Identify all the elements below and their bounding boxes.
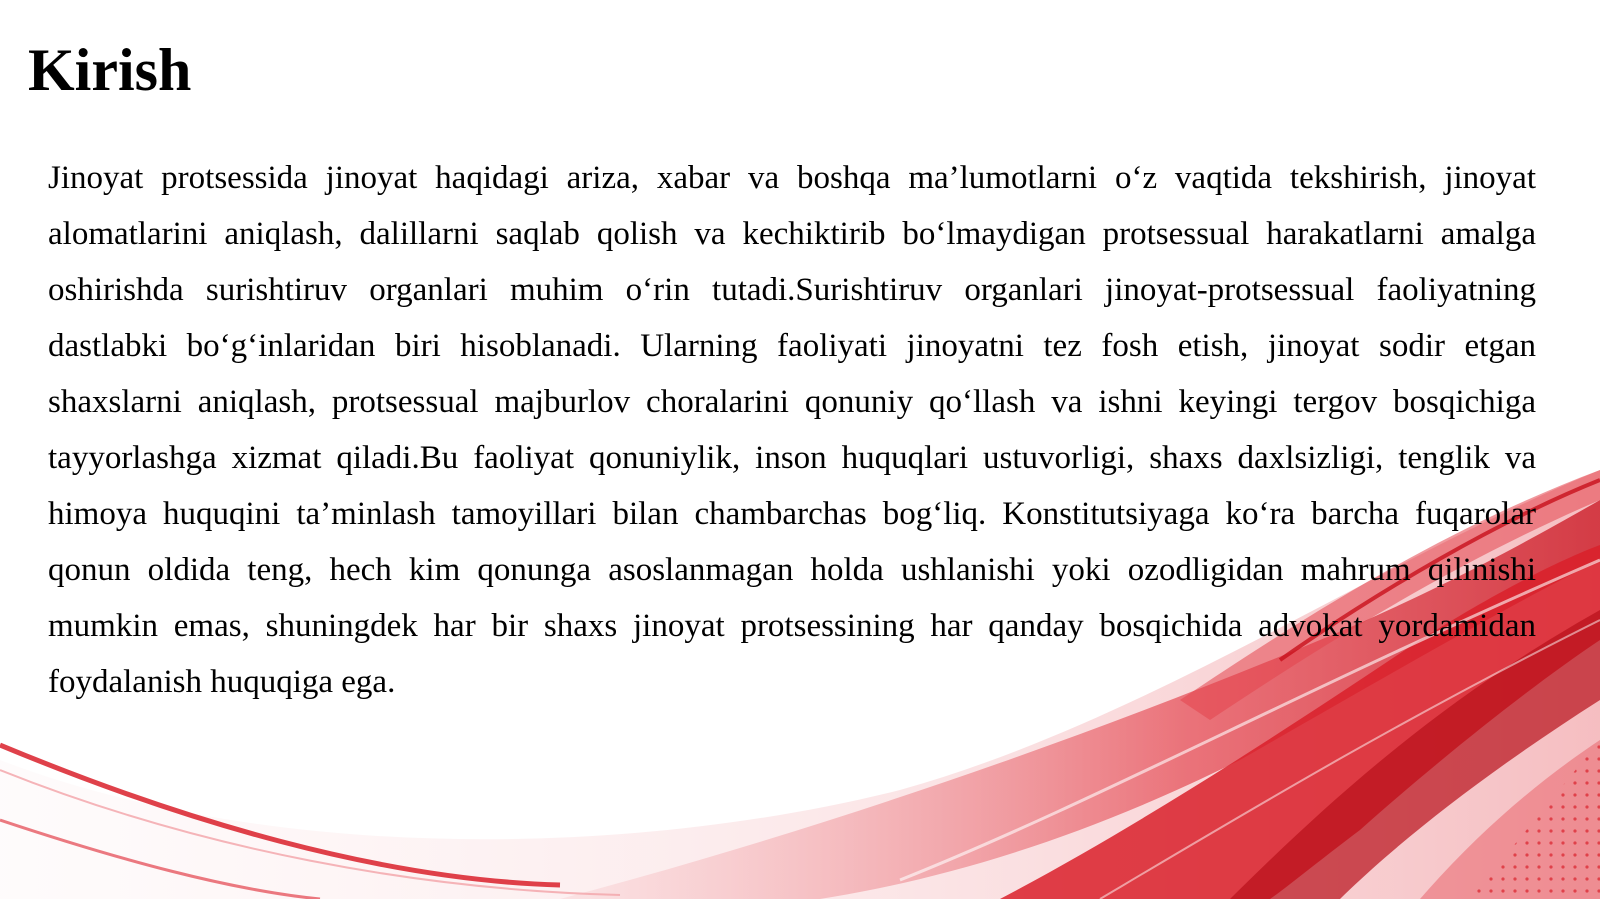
- body-paragraph: Jinoyat protsessida jinoyat haqidagi ariza, xabar va boshqa ma’lumotlarni o‘z vaqtida tekshirish, jinoyat alomatlarini aniqlash, dalillarni saqlab qolish va kechiktirib bo‘lmaydigan protsessual harakatlarni amalga oshirishda surishtiruv organlari muhim o‘rin tutadi.Surishtiruv organlari jinoyat-protsessual faoliyatning dastlabki bo‘g‘inlaridan biri hisoblanadi. Ularning faoliyati jinoyatni tez fosh etish, jinoyat sodir etgan shaxslarni aniqlash, protsessual majburlov choralarini qonuniy qo‘llash va ishni keyingi tergov bosqichiga tayyorlashga xizmat qiladi.Bu faoliyat qonuniylik, inson huquqlari ustuvorligi, shaxs daxlsizligi, tenglik va himoya huquqini ta’minlash tamoyillari bilan chambarchas bog‘liq. Konstitutsiyaga ko‘ra barcha fuqarolar qonun oldida teng, hech kim qonunga asoslanmagan holda ushlanishi yoki ozodligidan mahrum qilinishi mumkin emas, shuningdek har bir shaxs jinoyat protsessining har qanday bosqichida advokat yordamidan foydalanish huquqiga ega.: [48, 160, 1536, 700]
- page-title: Kirish: [28, 37, 192, 103]
